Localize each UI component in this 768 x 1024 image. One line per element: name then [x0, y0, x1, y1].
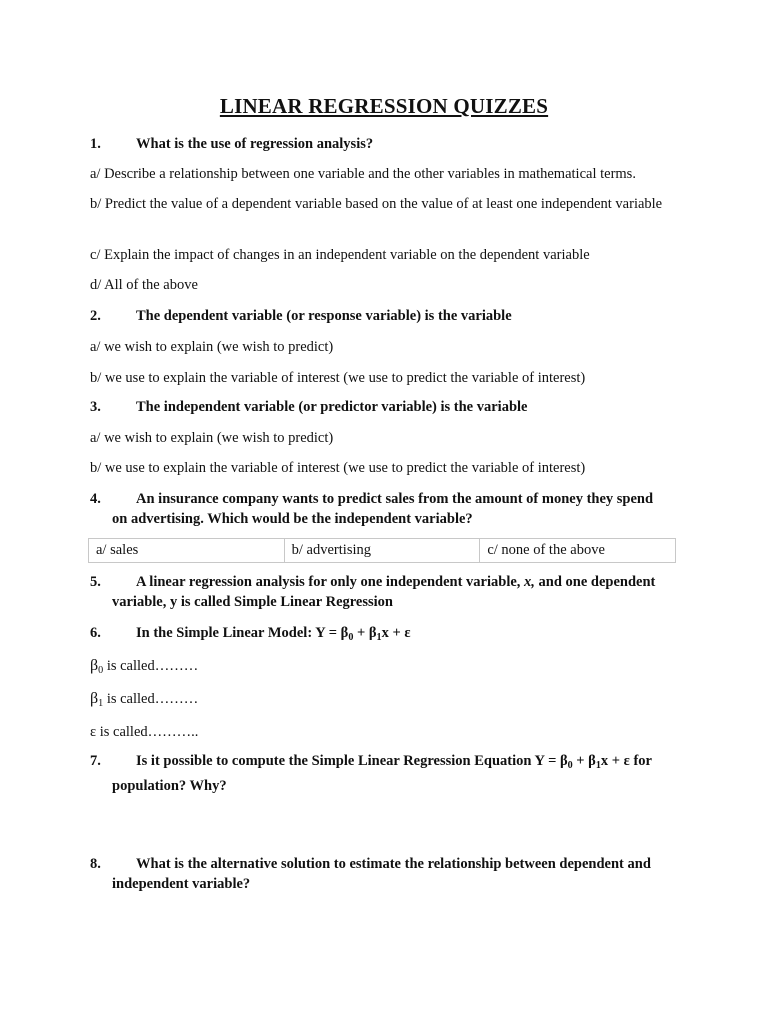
question-text: and one dependent: [538, 574, 656, 590]
q3-option-a: a/ we wish to explain (we wish to predict): [90, 430, 334, 446]
question-text: x + ε for: [600, 753, 652, 769]
beta0-text: is called………: [103, 658, 199, 674]
q1-option-b: b/ Predict the value of a dependent variable based on the value of at least one independent variable: [90, 196, 663, 212]
q1-option-a: a/ Describe a relationship between one variable and the other variables in mathematical terms.: [90, 166, 636, 182]
q2-option-a: a/ we wish to explain (we wish to predict): [90, 339, 334, 355]
beta1-text: is called………: [103, 691, 199, 707]
question-text: x + ε: [381, 625, 411, 641]
beta0-line: [90, 656, 678, 681]
subscript: 0: [348, 632, 354, 643]
question-text: What is the alternative solution to estimate the relationship between dependent and: [136, 856, 651, 872]
subscript: 1: [98, 698, 104, 709]
question-3: [90, 397, 678, 417]
question-text: A linear regression analysis for only one independent variable,: [136, 574, 521, 590]
question-text: The independent variable (or predictor variable) is the variable: [136, 399, 528, 415]
epsilon-line: ε is called………..: [90, 724, 199, 740]
question-text-continued: independent variable?: [112, 876, 251, 892]
question-text: Is it possible to compute the Simple Linear Regression Equation Y = β: [136, 753, 568, 769]
question-8: [90, 854, 678, 894]
q3-option-b: b/ we use to explain the variable of interest (we use to predict the variable of interest): [90, 460, 586, 476]
question-number: 2.: [90, 308, 101, 324]
question-text-continued: on advertising. Which would be the independent variable?: [112, 511, 473, 527]
q4-options-table: [88, 538, 676, 563]
question-text: What is the use of regression analysis?: [136, 136, 374, 152]
q4-option-b: b/ advertising: [284, 539, 480, 563]
beta-symbol: β: [90, 657, 99, 674]
question-text: + β: [572, 753, 596, 769]
question-number: 4.: [90, 491, 101, 507]
question-6: [90, 623, 678, 648]
q4-option-c: c/ none of the above: [480, 539, 676, 563]
question-text: The dependent variable (or response variable) is the variable: [136, 308, 512, 324]
question-7: [90, 751, 678, 796]
question-text-continued: population? Why?: [112, 778, 227, 794]
question-number: 5.: [90, 574, 101, 590]
question-number: 6.: [90, 625, 101, 641]
question-2: [90, 306, 678, 326]
subscript: 0: [567, 760, 573, 771]
question-number: 7.: [90, 753, 101, 769]
question-number: 1.: [90, 136, 101, 152]
question-4: [90, 489, 678, 529]
beta1-line: [90, 689, 678, 714]
q1-option-c: c/ Explain the impact of changes in an independent variable on the dependent variable: [90, 247, 590, 263]
question-1: [90, 134, 678, 154]
variable-x: x,: [524, 574, 535, 590]
question-5: [90, 572, 678, 612]
question-text: An insurance company wants to predict sales from the amount of money they spend: [136, 491, 654, 507]
q4-option-a: a/ sales: [89, 539, 285, 563]
subscript: 1: [595, 760, 601, 771]
q2-option-b: b/ we use to explain the variable of interest (we use to predict the variable of interest): [90, 370, 586, 386]
beta-symbol: β: [90, 690, 99, 707]
question-text: In the Simple Linear Model: Y = β: [136, 625, 349, 641]
page-title: LINEAR REGRESSION QUIZZES: [219, 94, 549, 118]
question-number: 8.: [90, 856, 101, 872]
subscript: 0: [98, 665, 104, 676]
q1-option-d: d/ All of the above: [90, 277, 198, 293]
question-text-continued: variable, y is called Simple Linear Regression: [112, 594, 394, 610]
subscript: 1: [376, 632, 382, 643]
question-number: 3.: [90, 399, 101, 415]
question-text: + β: [353, 625, 377, 641]
